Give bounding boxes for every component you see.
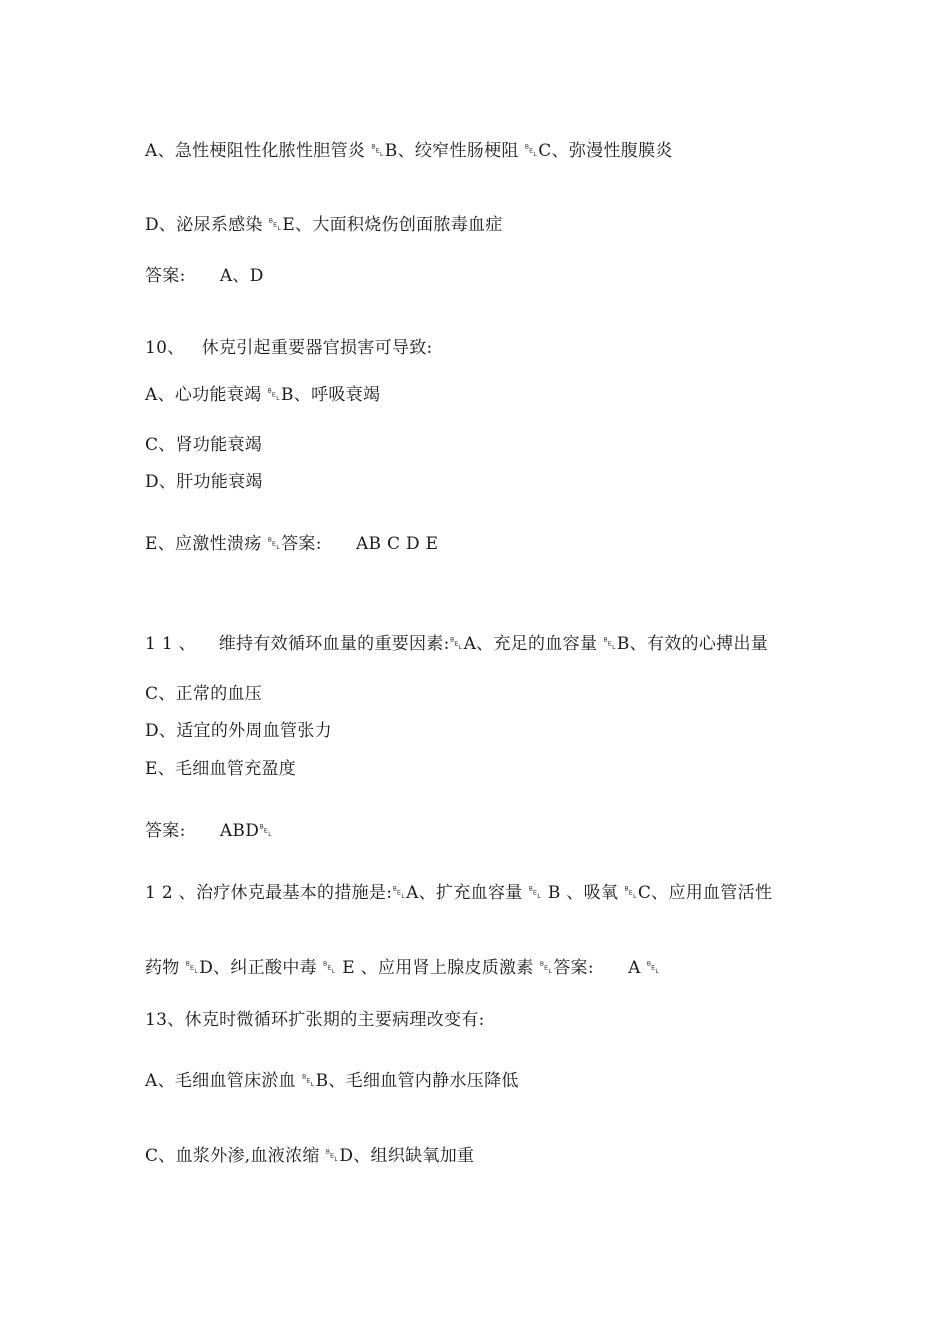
q12-question-options: 1 2 、治疗休克最基本的措施是:␇A、扩充血容量 ␇ B 、吸氧 ␇C、应用血管活性 <box>145 883 773 903</box>
q10-options-ab: A、心功能衰竭 ␇B、呼吸衰竭 <box>145 385 381 405</box>
q9-answer: 答案: A、D <box>145 266 264 286</box>
q11-option-e: E、毛细血管充盈度 <box>145 759 297 779</box>
q11-option-c: C、正常的血压 <box>145 684 263 704</box>
q13-options-ab: A、毛细血管床淤血 ␇B、毛细血管内静水压降低 <box>145 1071 519 1091</box>
q11-question-options-ab: 1 1 、 维持有效循环血量的重要因素:␇A、充足的血容量 ␇B、有效的心搏出量 <box>145 634 769 654</box>
q11-answer: 答案: ABD␇ <box>145 821 274 841</box>
q13-question: 13、休克时微循环扩张期的主要病理改变有: <box>145 1010 485 1030</box>
q10-option-d: D、肝功能衰竭 <box>145 472 263 492</box>
q11-option-d: D、适宜的外周血管张力 <box>145 721 332 741</box>
q10-option-c: C、肾功能衰竭 <box>145 435 263 455</box>
q10-question: 10、 休克引起重要器官损害可导致: <box>145 338 433 358</box>
q13-options-cd: C、血浆外渗,血液浓缩 ␇D、组织缺氧加重 <box>145 1146 475 1166</box>
q9-options-abc: A、急性梗阻性化脓性胆管炎 ␇B、绞窄性肠梗阻 ␇C、弥漫性腹膜炎 <box>145 141 673 161</box>
q10-option-e-answer: E、应激性溃疡 ␇答案: AB C D E <box>145 534 439 554</box>
q12-options-answer: 药物 ␇D、纠正酸中毒 ␇ E 、应用肾上腺皮质激素 ␇答案: A ␇ <box>145 958 661 978</box>
q9-options-de: D、泌尿系感染 ␇E、大面积烧伤创面脓毒血症 <box>145 215 503 235</box>
